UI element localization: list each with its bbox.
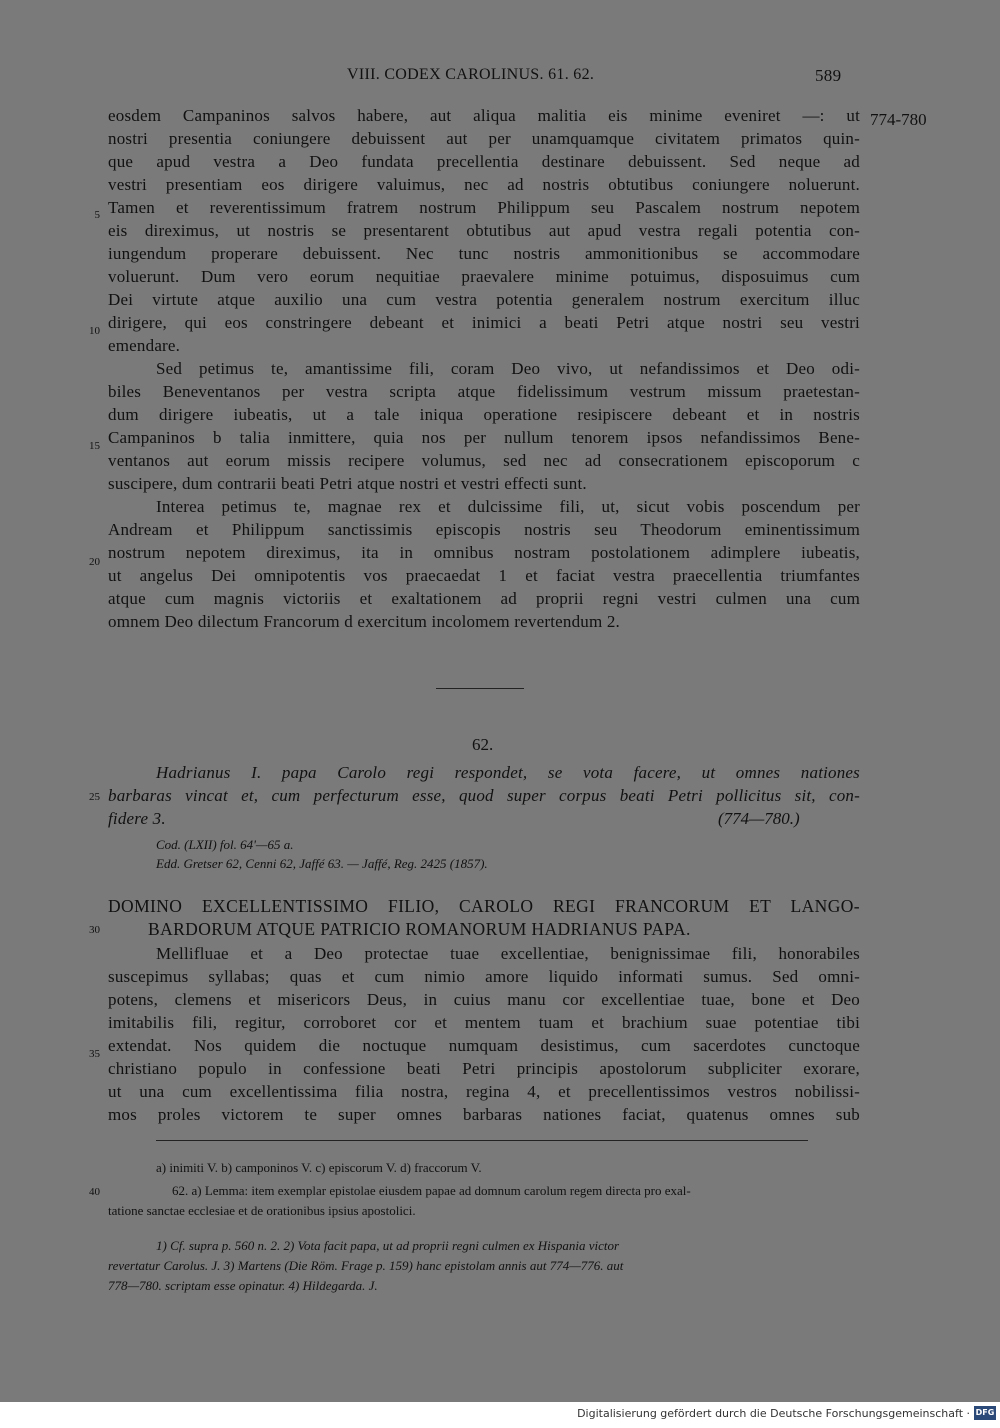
text-line: atque cum magnis victoriis et exaltationem ad proprii regni vestri culmen una cum xyxy=(108,589,860,608)
text-line: Sed petimus te, amantissime fili, coram Deo vivo, ut nefandissimos et Deo odi- xyxy=(156,359,860,378)
text-line: que apud vestra a Deo fundata precellentia destinare debuissent. Sed neque ad xyxy=(108,152,860,171)
line-number: 30 xyxy=(89,924,100,936)
text-line: nostrum nepotem direximus, ita in omnibus nostram postolationem adimplere iubeatis, xyxy=(108,543,860,562)
text-line: Interea petimus te, magnae rex et dulcissime fili, ut, sicut vobis poscendum per xyxy=(156,497,860,516)
margin-date: 774-780 xyxy=(870,110,927,129)
apparatus-line: tatione sanctae ecclesiae et de orationibus ipsius apostolici. xyxy=(108,1203,416,1218)
footnote-line: revertatur Carolus. J. 3) Martens (Die Röm. Frage p. 159) hanc epistolam annis aut 774—776. aut xyxy=(108,1258,624,1273)
summary-date: (774—780.) xyxy=(718,809,800,828)
funding-notice: Digitalisierung gefördert durch die Deutsche Forschungsgemeinschaft · xyxy=(577,1407,970,1420)
address-line: DOMINO EXCELLENTISSIMO FILIO, CAROLO REGI FRANCORUM ET LANGO- xyxy=(108,896,860,916)
text-line: extendat. Nos quidem die noctuque numquam desistimus, cum sacerdotes cunctoque xyxy=(108,1036,860,1055)
line-number: 15 xyxy=(89,440,100,452)
text-line: ventanos aut eorum missis recipere volumus, sed nec ad consecrationem episcoporum c xyxy=(108,451,860,470)
text-line: imitabilis fili, regitur, corroboret cor et mentem tuam et brachium suae potentiae tibi xyxy=(108,1013,860,1032)
source-line: Edd. Gretser 62, Cenni 62, Jaffé 63. — Jaffé, Reg. 2425 (1857). xyxy=(156,856,488,871)
apparatus-line: a) inimiti V. b) camponinos V. c) episcorum V. d) fraccorum V. xyxy=(156,1160,482,1175)
text-line: omnem Deo dilectum Francorum d exercitum incolomem revertendum 2. xyxy=(108,612,620,631)
text-line: emendare. xyxy=(108,336,181,355)
text-line: Campaninos b talia inmittere, quia nos per nullum tenorem ipsos nefandissimos Bene- xyxy=(108,428,860,447)
line-number: 5 xyxy=(94,209,100,221)
text-line: dirigere, qui eos constringere debeant et inimici a beati Petri atque nostri seu vestri xyxy=(108,313,860,332)
text-line: dum dirigere iubeatis, ut a tale iniqua operatione resipiscere debeant et in nostris xyxy=(108,405,860,424)
text-line: ut angelus Dei omnipotentis vos praecaedat 1 et faciat vestra praecellentia triumfantes xyxy=(108,566,860,585)
footnote-line: 778—780. scriptam esse opinatur. 4) Hildegarda. J. xyxy=(108,1278,378,1293)
summary-line: barbaras vincat et, cum perfecturum esse, quod super corpus beati Petri pollicitus sit, con- xyxy=(108,786,860,805)
text-line: mos proles victorem te super omnes barbaras nationes faciat, quatenus omnes sub xyxy=(108,1105,860,1124)
text-line: biles Beneventanos per vestra scripta atque fidelissimum vestrum missum praetestan- xyxy=(108,382,860,401)
address-line: BARDORUM ATQUE PATRICIO ROMANORUM HADRIANUS PAPA. xyxy=(148,919,691,939)
footnote-divider xyxy=(156,1140,808,1141)
summary-line: Hadrianus I. papa Carolo regi respondet, se vota facere, ut omnes nationes xyxy=(156,763,860,782)
text-line: iungendum properare debuissent. Nec tunc nostris ammonitionibus se accommodare xyxy=(108,244,860,263)
text-line: Andream et Philippum sanctissimis episcopis nostris seu Theodorum eminentissimum xyxy=(108,520,860,539)
apparatus-line: 62. a) Lemma: item exemplar epistolae eiusdem papae ad domnum carolum regem directa pro exal- xyxy=(172,1183,691,1198)
source-line: Cod. (LXII) fol. 64'—65 a. xyxy=(156,837,294,852)
line-number: 35 xyxy=(89,1048,100,1060)
line-number: 20 xyxy=(89,556,100,568)
line-number: 25 xyxy=(89,791,100,803)
line-number: 10 xyxy=(89,325,100,337)
summary-line: fidere 3. xyxy=(108,809,166,828)
text-line: ut una cum excellentissima filia nostra, regina 4, et precellentissimos vestros nobilissi- xyxy=(108,1082,860,1101)
text-line: eis direximus, ut nostris se presentarent obtutibus aut apud vestra regali potentia con- xyxy=(108,221,860,240)
letter-number: 62. xyxy=(472,735,494,754)
text-line: Tamen et reverentissimum fratrem nostrum Philippum seu Pascalem nostrum nepotem xyxy=(108,198,860,217)
dfg-logo: DFG xyxy=(974,1406,996,1420)
footnote-line: 1) Cf. supra p. 560 n. 2. 2) Vota facit papa, ut ad proprii regni culmen ex Hispania victor xyxy=(156,1238,620,1253)
text-line: suscipere, dum contrarii beati Petri atque nostri et vestri effecti sunt. xyxy=(108,474,587,493)
line-number: 40 xyxy=(89,1186,100,1198)
text-line: eosdem Campaninos salvos habere, aut aliqua malitia eis minime eveniret —: ut xyxy=(108,106,860,125)
text-line: vestri presentiam eos dirigere valuimus, nec ad nostris obtutibus coniungere noluerunt. xyxy=(108,175,860,194)
text-line: Mellifluae et a Deo protectae tuae excellentiae, benignissimae fili, honorabiles xyxy=(156,944,860,963)
page-number: 589 xyxy=(815,66,842,85)
text-line: christiano populo in confessione beati Petri principis apostolorum subpliciter exorare, xyxy=(108,1059,860,1078)
text-line: voluerunt. Dum vero eorum nequitiae praevalere minime potuimus, disposuimus cum xyxy=(108,267,860,286)
page-header-title: VIII. CODEX CAROLINUS. 61. 62. xyxy=(347,66,595,83)
text-line: nostri presentia coniungere debuissent aut per unamquamque civitatem primatos quin- xyxy=(108,129,860,148)
section-divider xyxy=(436,688,524,689)
text-line: potens, clemens et misericors Deus, in cuius manu cor excellentiae tuae, bone et Deo xyxy=(108,990,860,1009)
text-line: Dei virtute atque auxilio una cum vestra potentia generalem nostrum exercitum illuc xyxy=(108,290,860,309)
text-line: suscepimus syllabas; quas et cum nimio amore liquido informati sumus. Sed omni- xyxy=(108,967,860,986)
